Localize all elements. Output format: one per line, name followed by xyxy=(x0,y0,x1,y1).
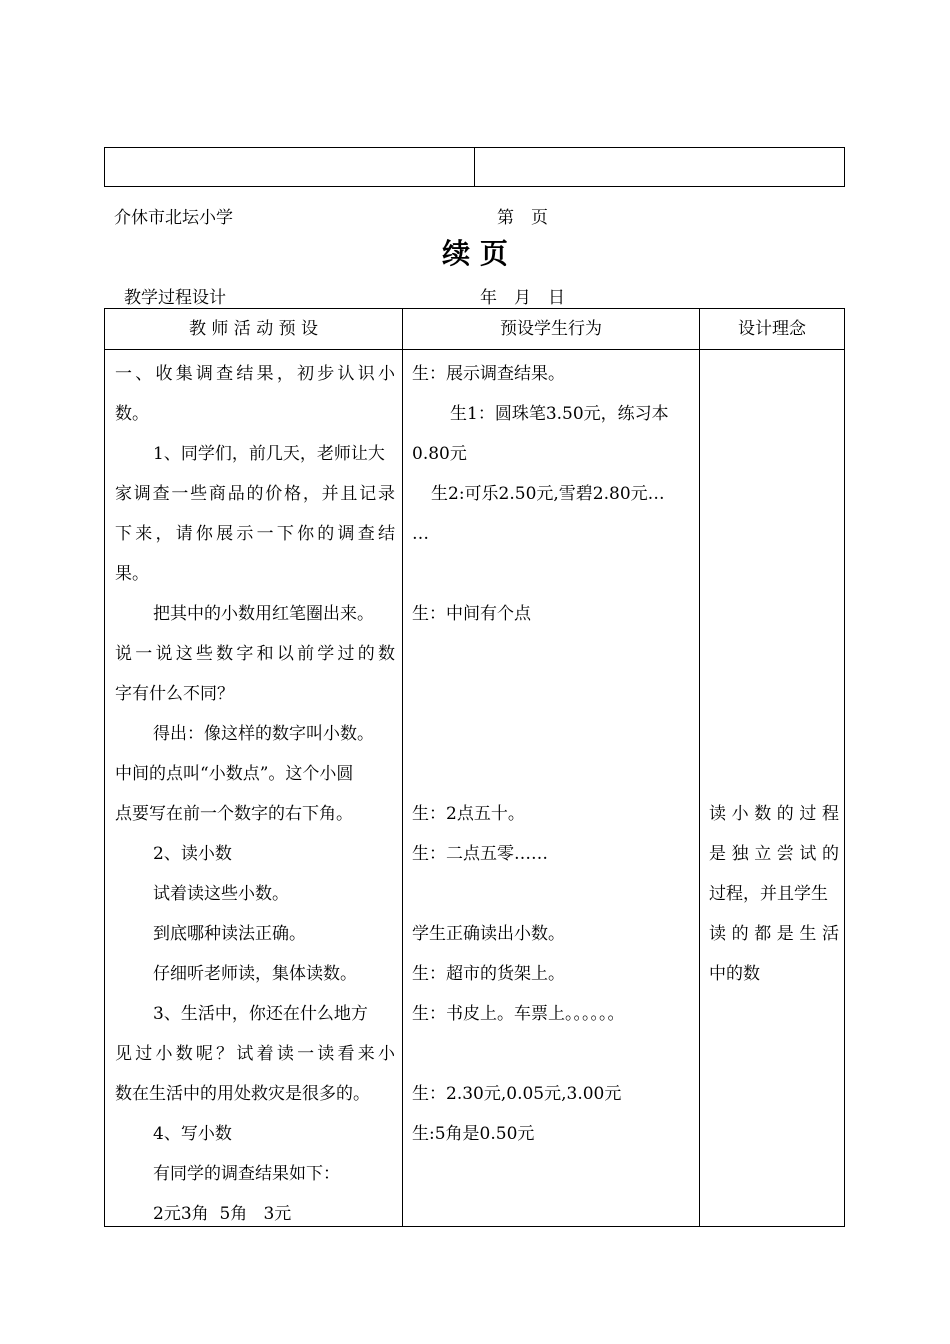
teacher-line: 一、收集调查结果，初步认识小 xyxy=(115,364,395,384)
teacher-line: 点要写在前一个数字的右下角。 xyxy=(115,804,353,824)
column-divider-1 xyxy=(402,309,403,1226)
teacher-line: 2、读小数 xyxy=(153,844,232,864)
student-line: 生：书皮上。车票上。。。。。。 xyxy=(412,1004,625,1024)
lesson-table xyxy=(104,308,845,1227)
concept-column xyxy=(709,794,839,994)
date-field: 年 月 日 xyxy=(480,288,565,308)
teacher-line: 数在生活中的用处救灾是很多的。 xyxy=(115,1084,370,1104)
student-line: 0.80元 xyxy=(412,444,467,464)
teacher-line: 果。 xyxy=(115,564,149,584)
student-line xyxy=(412,714,694,754)
student-line: 生：展示调查结果。 xyxy=(412,364,565,384)
teacher-line: 中间的点叫“小数点”。这个小圆 xyxy=(115,764,354,784)
student-line xyxy=(412,1154,694,1194)
student-line: 生1：圆珠笔3.50元，练习本 xyxy=(450,404,669,424)
teacher-line: 下来，请你展示一下你的调查结 xyxy=(115,524,395,544)
student-line xyxy=(412,754,694,794)
student-line: 生2:可乐2.50元,雪碧2.80元… xyxy=(431,484,665,504)
column-divider-2 xyxy=(699,309,700,1226)
teacher-line: 得出：像这样的数字叫小数。 xyxy=(153,724,374,744)
top-table-divider xyxy=(474,148,475,186)
teacher-line: 到底哪种读法正确。 xyxy=(153,924,306,944)
col-header-student: 预设学生行为 xyxy=(500,319,602,339)
concept-line: 是独立尝试的 xyxy=(709,844,839,864)
section-subtitle: 教学过程设计 xyxy=(124,288,226,308)
concept-line: 过程，并且学生 xyxy=(709,884,828,904)
student-line: 学生正确读出小数。 xyxy=(412,924,565,944)
student-line xyxy=(412,1034,694,1074)
student-line: 生：2点五十。 xyxy=(412,804,525,824)
teacher-line: 见过小数呢？试着读一读看来小 xyxy=(115,1044,395,1064)
teacher-line: 试着读这些小数。 xyxy=(153,884,289,904)
teacher-line: 3、生活中，你还在什么地方 xyxy=(153,1004,368,1024)
student-line xyxy=(412,1194,694,1234)
teacher-line: 字有什么不同？ xyxy=(115,684,234,704)
col-header-concept: 设计理念 xyxy=(738,319,806,339)
concept-line: 读小数的过程 xyxy=(709,804,839,824)
teacher-line: 1、同学们，前几天，老师让大 xyxy=(153,444,385,464)
teacher-column xyxy=(115,354,395,1234)
student-line: … xyxy=(412,524,429,544)
teacher-line: 有同学的调查结果如下： xyxy=(153,1164,340,1184)
concept-line: 读的都是生活 xyxy=(709,924,839,944)
page-number: 第 页 xyxy=(497,208,548,228)
student-line: 生：中间有个点 xyxy=(412,604,531,624)
student-line: 生:5角是0.50元 xyxy=(412,1124,535,1144)
student-line xyxy=(412,674,694,714)
header-divider xyxy=(105,349,844,350)
student-line xyxy=(412,634,694,674)
student-line xyxy=(412,874,694,914)
concept-line: 中的数 xyxy=(709,964,760,984)
col-header-teacher: 教 师 活 动 预 设 xyxy=(188,319,319,339)
teacher-line: 说一说这些数字和以前学过的数 xyxy=(115,644,395,664)
student-line: 生：超市的货架上。 xyxy=(412,964,565,984)
top-table xyxy=(104,147,845,187)
teacher-line: 数。 xyxy=(115,404,149,424)
teacher-line: 仔细听老师读，集体读数。 xyxy=(153,964,357,984)
student-column xyxy=(412,354,694,1234)
student-line: 生：二点五零…… xyxy=(412,844,548,864)
teacher-line: 家调查一些商品的价格，并且记录 xyxy=(115,484,395,504)
school-name: 介休市北坛小学 xyxy=(114,208,233,228)
teacher-line: 把其中的小数用红笔圈出来。 xyxy=(153,604,374,624)
teacher-line: 2元3角 5角 3元 xyxy=(153,1204,292,1224)
teacher-line: 4、写小数 xyxy=(153,1124,232,1144)
page-title: 续 页 xyxy=(442,237,508,270)
student-line xyxy=(412,554,694,594)
student-line: 生：2.30元,0.05元,3.00元 xyxy=(412,1084,622,1104)
